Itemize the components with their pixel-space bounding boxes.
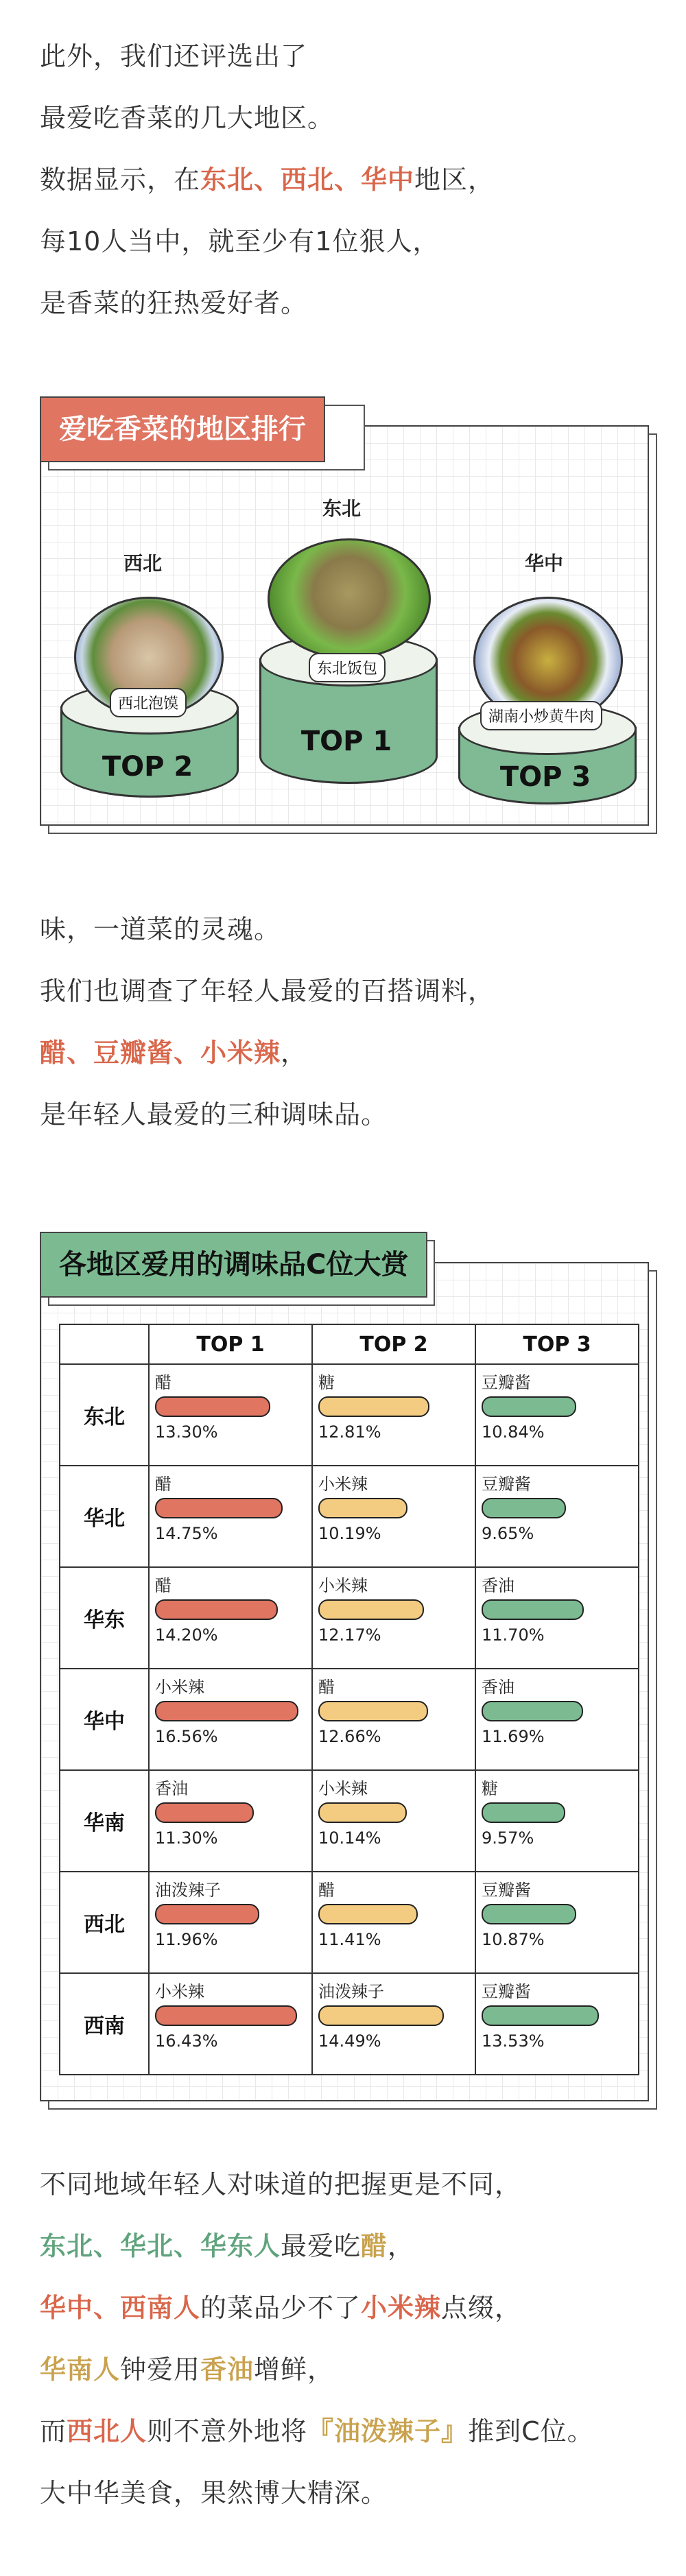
condiment-name: 香油 (482, 1576, 514, 1595)
middle-line-3 (40, 1032, 657, 1094)
outro-line-5-post: 推到C位。 (468, 2416, 594, 2446)
outro-highlight-regions-vinegar: 东北、华北、华东人 (40, 2231, 281, 2261)
outro-highlight-region-northwest: 西北人 (67, 2416, 147, 2446)
condiment-name: 小米辣 (155, 1678, 204, 1697)
condiments-title (40, 1232, 427, 1298)
row-region: 华东 (60, 1567, 149, 1669)
condiment-percentage: 14.20% (155, 1625, 218, 1645)
condiment-percentage: 11.96% (155, 1930, 218, 1949)
condiment-name: 醋 (318, 1678, 335, 1697)
condiment-percentage: 11.30% (155, 1828, 218, 1848)
condiment-percentage: 12.17% (318, 1625, 381, 1645)
condiment-bar (155, 1599, 278, 1620)
condiment-cell (312, 1567, 475, 1669)
dish-label-first: 东北饭包 (309, 653, 386, 682)
outro-paragraph (40, 2164, 657, 2534)
condiment-name: 醋 (155, 1576, 172, 1595)
middle-line-2: 我们也调查了年轻人最爱的百搭调料， (40, 976, 495, 1006)
ranking-title-text: 爱吃香菜的地区排行 (59, 414, 306, 445)
outro-highlight-chili-oil: 『油泼辣子』 (307, 2416, 469, 2446)
condiment-bar (482, 2005, 599, 2026)
outro-highlight-vinegar: 醋 (361, 2231, 388, 2261)
condiment-cell (475, 1770, 639, 1872)
outro-line-5-pre: 而 (40, 2416, 67, 2446)
podium-third-rank: TOP 3 (499, 761, 591, 793)
region-label-third: 华中 (525, 552, 564, 575)
outro-highlight-regions-chili: 华中、西南人 (40, 2293, 201, 2323)
condiment-cell (475, 1567, 639, 1669)
condiment-cell (149, 1364, 312, 1466)
table-row (60, 1466, 639, 1567)
outro-line-2 (40, 2226, 657, 2287)
table-row (60, 1872, 639, 1973)
condiment-bar (482, 1802, 565, 1823)
outro-line-5 (40, 2411, 657, 2472)
condiment-name: 小米辣 (318, 1779, 368, 1798)
condiment-name: 香油 (155, 1779, 188, 1798)
condiment-name: 小米辣 (318, 1576, 368, 1595)
condiment-percentage: 9.57% (482, 1828, 534, 1848)
condiment-name: 小米辣 (155, 1982, 204, 2001)
table-row (60, 1567, 639, 1669)
condiment-bar (155, 1498, 283, 1518)
condiment-percentage: 11.69% (482, 1727, 545, 1746)
condiment-cell (312, 1872, 475, 1973)
outro-line-4-post: 增鲜， (254, 2354, 335, 2385)
condiment-cell (475, 1364, 639, 1466)
header-top1: TOP 1 (149, 1324, 312, 1364)
condiment-percentage: 13.53% (482, 2031, 545, 2051)
condiment-percentage: 16.43% (155, 2031, 218, 2051)
outro-line-5-mid: 则不意外地将 (147, 2416, 308, 2446)
condiment-name: 小米辣 (318, 1475, 368, 1494)
condiment-bar (155, 1396, 270, 1417)
middle-line-1: 味，一道菜的灵魂。 (40, 914, 281, 944)
condiment-percentage: 10.19% (318, 1524, 381, 1543)
intro-line-3-pre: 数据显示，在 (40, 165, 201, 195)
outro-line-2-post: ， (388, 2231, 415, 2261)
condiment-bar (318, 2005, 444, 2026)
condiment-cell (149, 1973, 312, 2075)
condiment-percentage: 13.30% (155, 1422, 218, 1442)
intro-line-3 (40, 159, 657, 221)
outro-line-3-post: 点缀， (441, 2293, 522, 2323)
condiment-name: 醋 (155, 1475, 172, 1494)
outro-line-6: 大中华美食，果然博大精深。 (40, 2478, 388, 2508)
intro-line-5: 是香菜的狂热爱好者。 (40, 288, 308, 318)
intro-line-1: 此外，我们还评选出了 (40, 41, 308, 71)
condiment-bar (318, 1802, 407, 1823)
condiment-bar (155, 1802, 254, 1823)
middle-line-3-post: ， (281, 1038, 308, 1068)
table-header-row (60, 1324, 639, 1364)
region-label-second: 西北 (123, 552, 163, 575)
condiment-bar (318, 1396, 429, 1417)
condiment-name: 糖 (482, 1779, 498, 1798)
condiment-percentage: 11.70% (482, 1625, 545, 1645)
intro-paragraph (40, 36, 657, 344)
row-region: 西南 (60, 1973, 149, 2075)
outro-highlight-chili: 小米辣 (361, 2293, 442, 2323)
condiment-cell (149, 1567, 312, 1669)
condiment-percentage: 9.65% (482, 1524, 534, 1543)
condiments-title-text: 各地区爱用的调味品C位大赏 (59, 1249, 409, 1280)
condiment-cell (149, 1872, 312, 1973)
row-region: 华北 (60, 1466, 149, 1567)
condiment-bar (155, 1701, 298, 1721)
condiment-bar (155, 2005, 297, 2026)
row-region: 华南 (60, 1770, 149, 1872)
outro-highlight-region-south: 华南人 (40, 2354, 121, 2385)
condiment-cell (312, 1466, 475, 1567)
middle-highlight-condiments: 醋、豆瓣酱、小米辣 (40, 1038, 281, 1068)
table-row (60, 1770, 639, 1872)
outro-line-4-mid: 钟爱用 (120, 2354, 201, 2385)
condiment-bar (482, 1599, 584, 1620)
outro-line-1: 不同地域年轻人对味道的把握更是不同， (40, 2169, 522, 2199)
dish-label-second: 西北泡馍 (110, 688, 187, 717)
condiment-bar (482, 1396, 576, 1417)
header-empty (60, 1324, 149, 1364)
condiment-name: 醋 (155, 1373, 172, 1392)
dish-image-first (268, 538, 431, 659)
condiment-cell (312, 1364, 475, 1466)
condiment-cell (149, 1669, 312, 1770)
condiment-name: 油泼辣子 (318, 1982, 384, 2001)
condiment-cell (312, 1770, 475, 1872)
condiment-cell (149, 1466, 312, 1567)
condiment-cell (312, 1669, 475, 1770)
row-region: 东北 (60, 1364, 149, 1466)
condiment-percentage: 10.84% (482, 1422, 545, 1442)
intro-line-4: 每10人当中，就至少有1位狠人， (40, 226, 440, 257)
condiment-cell (475, 1973, 639, 2075)
condiment-percentage: 12.81% (318, 1422, 381, 1442)
condiment-percentage: 12.66% (318, 1727, 381, 1746)
condiment-bar (318, 1904, 418, 1924)
table-row (60, 1669, 639, 1770)
condiment-name: 糖 (318, 1373, 335, 1392)
condiment-bar (318, 1498, 407, 1518)
row-region: 西北 (60, 1872, 149, 1973)
condiment-bar (482, 1904, 576, 1924)
outro-line-3-mid: 的菜品少不了 (200, 2293, 362, 2323)
outro-line-2-mid: 最爱吃 (281, 2231, 362, 2261)
intro-highlight-regions: 东北、西北、华中 (200, 165, 415, 195)
condiment-cell (475, 1669, 639, 1770)
condiment-bar (482, 1701, 583, 1721)
condiment-name: 豆瓣酱 (482, 1982, 531, 2001)
ranking-title (40, 396, 325, 462)
table-row (60, 1973, 639, 2075)
table-row (60, 1364, 639, 1466)
condiment-bar (318, 1599, 424, 1620)
condiment-cell (475, 1466, 639, 1567)
condiment-name: 香油 (482, 1678, 514, 1697)
outro-highlight-sesame-oil: 香油 (200, 2354, 255, 2385)
header-top2: TOP 2 (312, 1324, 475, 1364)
dish-label-third: 湖南小炒黄牛肉 (480, 701, 602, 730)
condiment-percentage: 10.14% (318, 1828, 381, 1848)
middle-paragraph (40, 909, 657, 1156)
outro-line-4 (40, 2349, 657, 2411)
condiment-name: 豆瓣酱 (482, 1373, 531, 1392)
condiment-name: 豆瓣酱 (482, 1475, 531, 1494)
intro-line-3-post: 地区， (414, 165, 495, 195)
condiment-percentage: 11.41% (318, 1930, 381, 1949)
condiment-percentage: 14.49% (318, 2031, 381, 2051)
row-region: 华中 (60, 1669, 149, 1770)
condiment-percentage: 10.87% (482, 1930, 545, 1949)
podium-second-rank: TOP 2 (102, 751, 193, 783)
condiment-bar (482, 1498, 566, 1518)
condiment-bar (318, 1701, 428, 1721)
condiment-cell (475, 1872, 639, 1973)
outro-line-3 (40, 2287, 657, 2349)
condiment-name: 豆瓣酱 (482, 1881, 531, 1900)
region-label-first: 东北 (322, 497, 362, 520)
header-top3: TOP 3 (475, 1324, 639, 1364)
condiment-cell (312, 1973, 475, 2075)
intro-line-2: 最爱吃香菜的几大地区。 (40, 103, 335, 133)
middle-line-4: 是年轻人最爱的三种调味品。 (40, 1099, 388, 1130)
condiment-name: 油泼辣子 (155, 1881, 221, 1900)
condiment-name: 醋 (318, 1881, 335, 1900)
condiment-percentage: 16.56% (155, 1727, 218, 1746)
condiments-table (59, 1324, 639, 2075)
condiment-bar (155, 1904, 259, 1924)
condiment-cell (149, 1770, 312, 1872)
condiment-percentage: 14.75% (155, 1524, 218, 1543)
podium-first-rank: TOP 1 (300, 726, 392, 757)
